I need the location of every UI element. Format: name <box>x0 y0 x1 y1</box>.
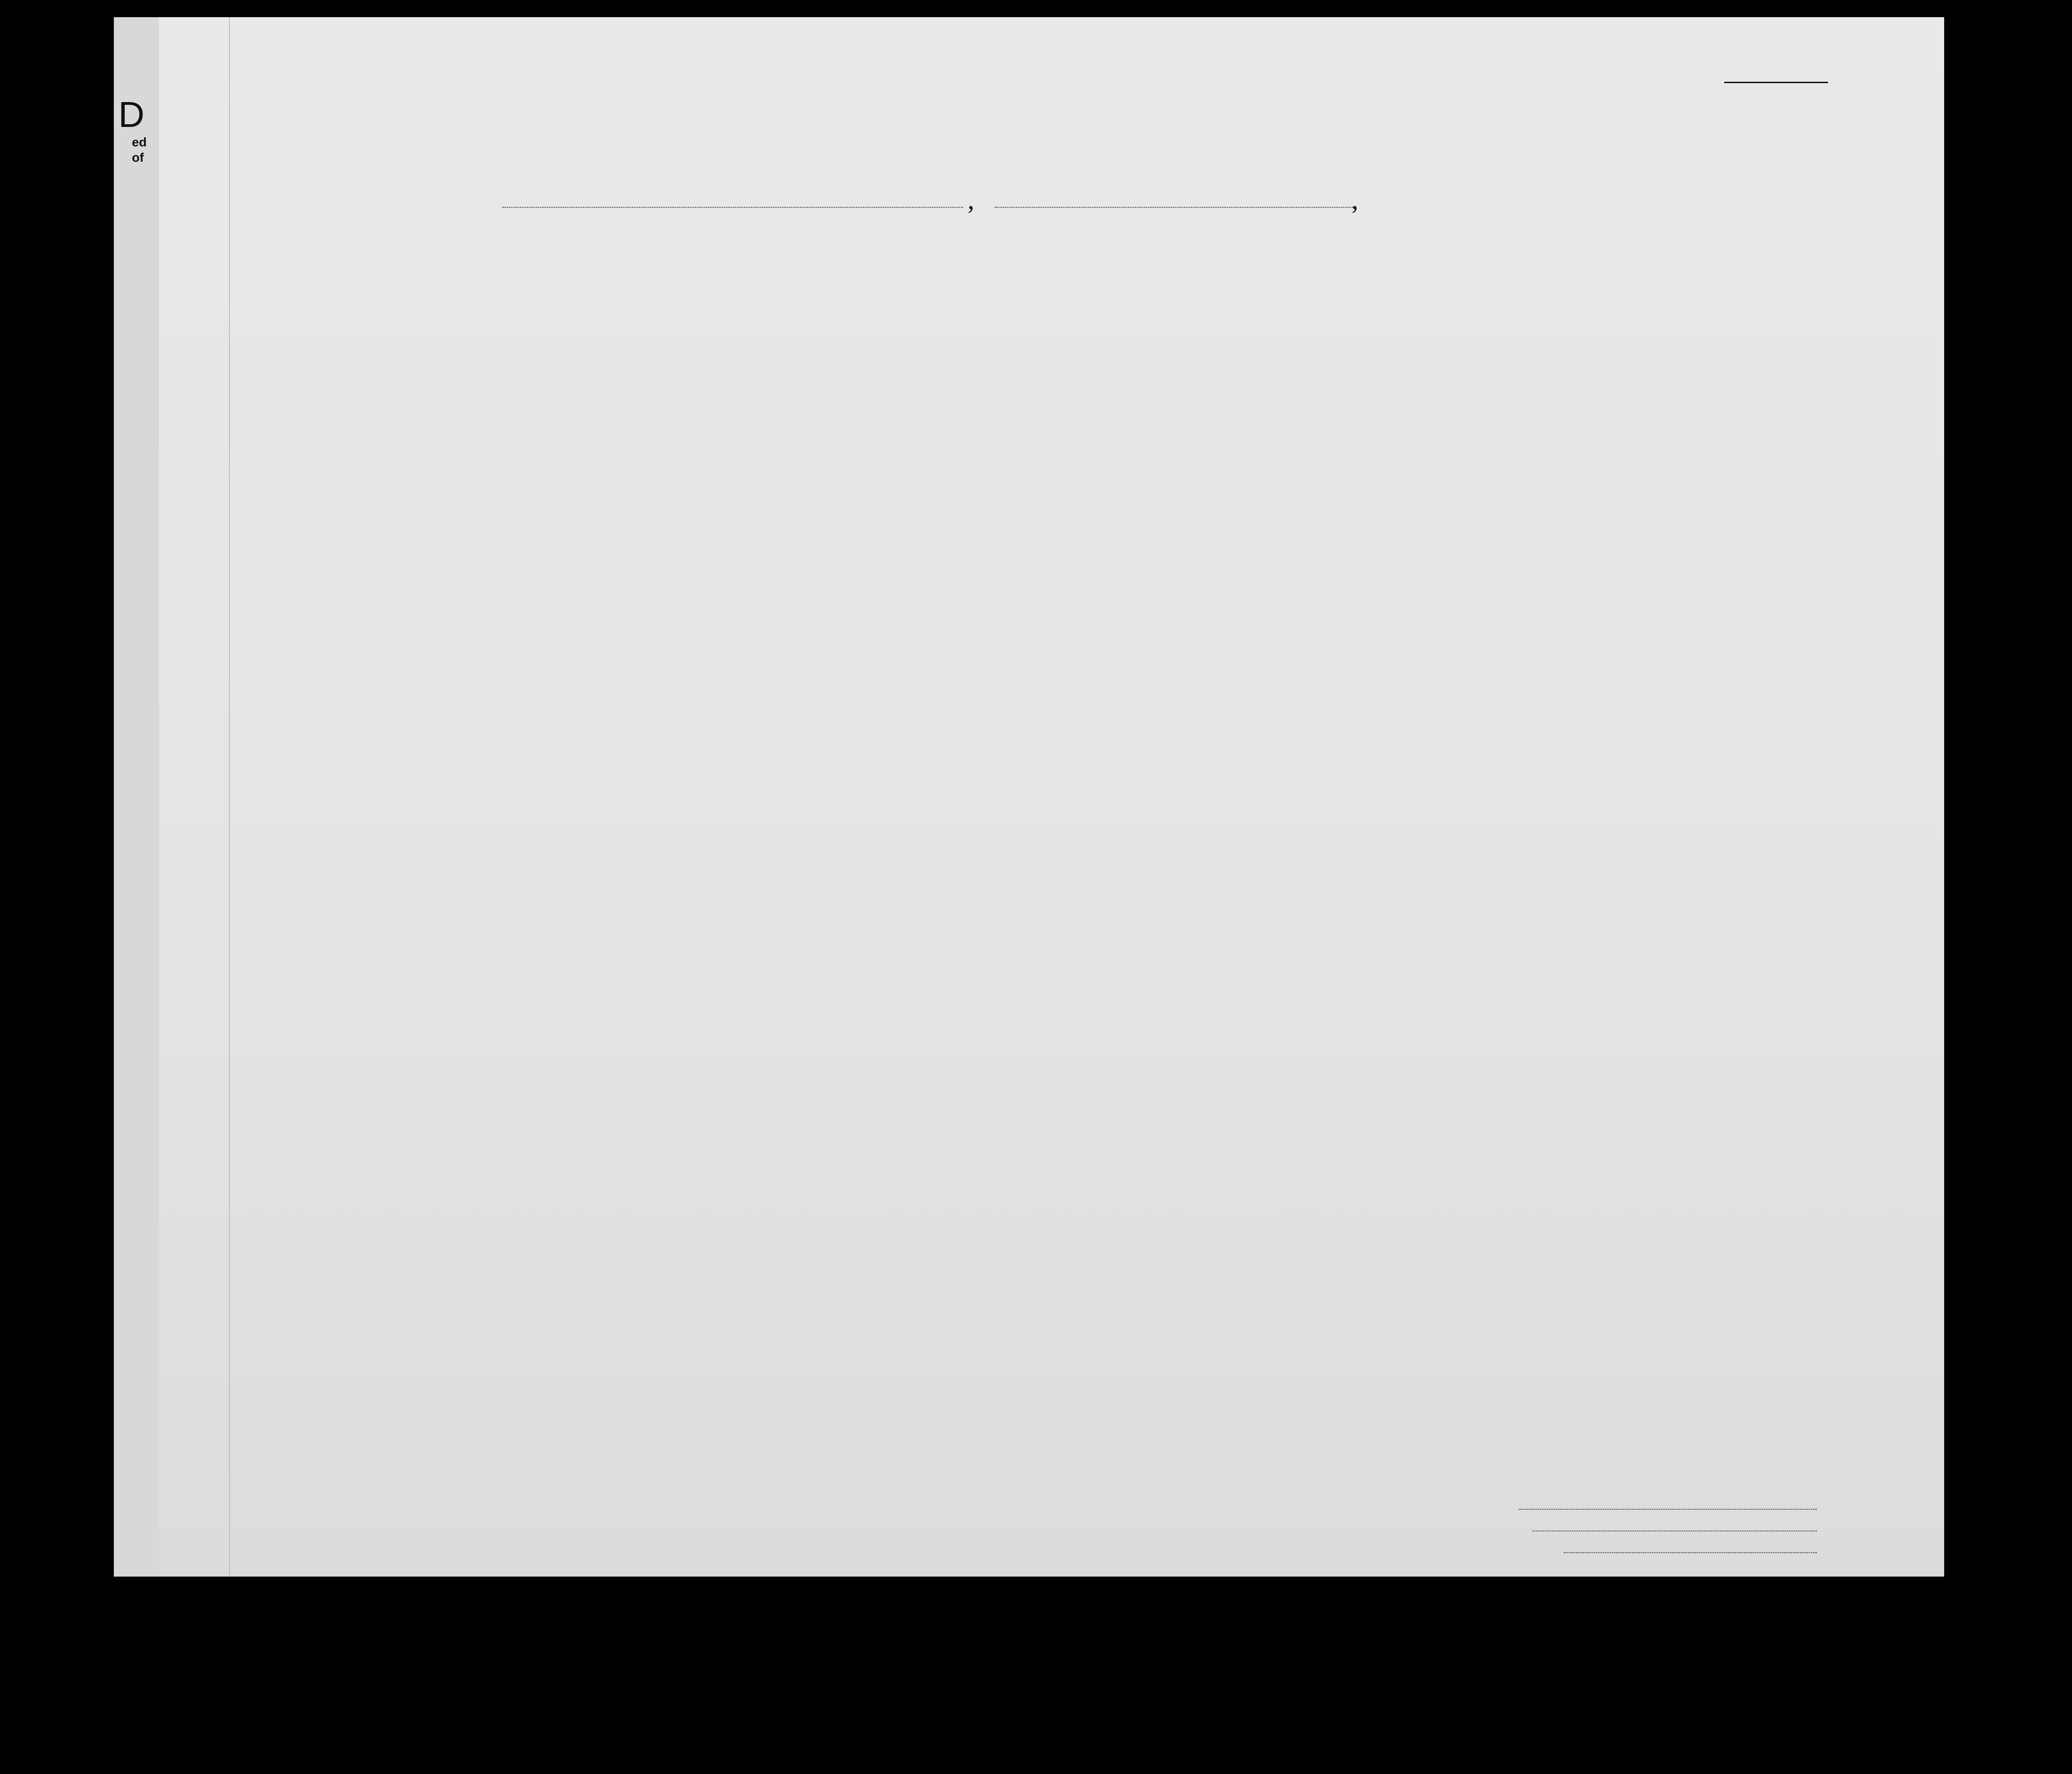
header-ticket <box>701 270 721 388</box>
clipped-text: ed of <box>132 135 147 164</box>
manifest-sheet <box>114 17 1944 1577</box>
header-fifty-dollars <box>807 270 828 388</box>
header-excluded <box>1494 263 1512 390</box>
comma: , <box>1352 185 1358 215</box>
header-offer <box>1464 263 1492 390</box>
clipped-letter: D <box>118 94 145 135</box>
header-prison <box>1336 263 1358 390</box>
table-grid <box>114 17 1944 1577</box>
header-polygamist <box>1374 263 1389 390</box>
header-purpose-length <box>1266 288 1288 392</box>
header-purpose-citizen <box>1300 288 1322 392</box>
header-inches <box>1665 351 1679 392</box>
header-overthrow <box>1415 263 1460 390</box>
header-anarchist <box>1397 263 1411 390</box>
agents-underline <box>1564 1552 1817 1553</box>
header-feet <box>1645 351 1659 392</box>
header-arrested <box>1516 263 1534 390</box>
comma: , <box>968 185 974 215</box>
line-underline <box>1519 1509 1817 1510</box>
header-purpose-return <box>1234 288 1257 392</box>
